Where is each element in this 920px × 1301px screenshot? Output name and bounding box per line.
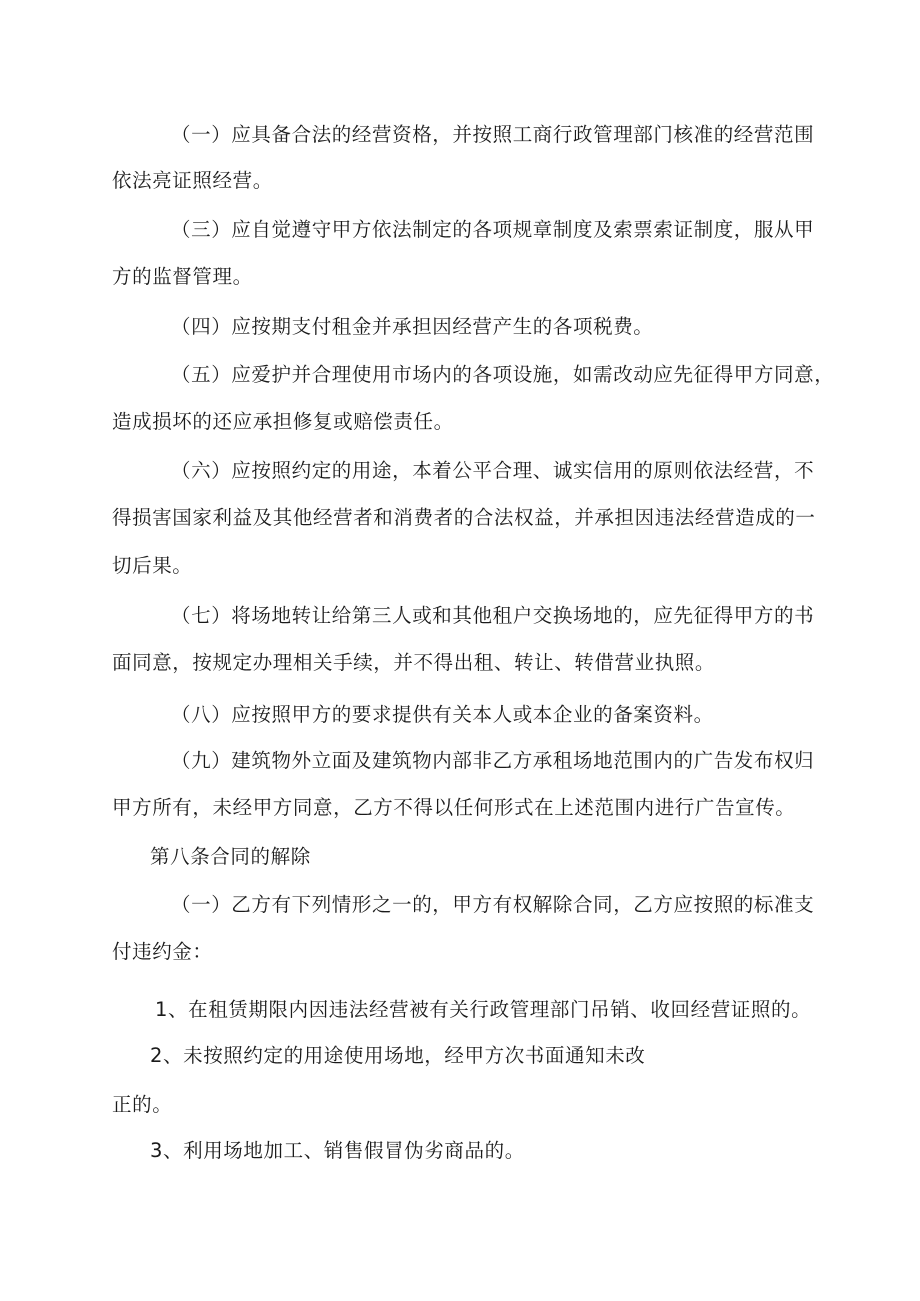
clause-item-5-line-2: 造成损坏的还应承担修复或赔偿责任。: [112, 410, 454, 433]
termination-item-1-line-1: （一）乙方有下列情形之一的，甲方有权解除合同，乙方应按照的标准支: [171, 893, 815, 916]
clause-item-9-line-2: 甲方所有，未经甲方同意，乙方不得以任何形式在上述范围内进行广告宣传。: [112, 796, 796, 819]
numbered-item-1: 1、在租赁期限内因违法经营被有关行政管理部门吊销、收回经营证照的。: [155, 998, 812, 1021]
numbered-item-2-line-1: 2、未按照约定的用途使用场地，经甲方次书面通知未改: [150, 1044, 646, 1067]
clause-item-6-line-1: （六）应按照约定的用途，本着公平合理、诚实信用的原则依法经营，不: [171, 459, 815, 482]
clause-item-4-line-1: （四）应按期支付租金并承担因经营产生的各项税费。: [171, 315, 654, 338]
clause-item-1-line-1: （一）应具备合法的经营资格，并按照工商行政管理部门核准的经营范围: [171, 123, 815, 146]
clause-item-5-line-1: （五）应爱护并合理使用市场内的各项设施，如需改动应先征得甲方同意，: [171, 363, 835, 386]
clause-item-7-line-1: （七）将场地转让给第三人或和其他租户交换场地的，应先征得甲方的书: [171, 604, 815, 627]
clause-item-9-line-1: （九）建筑物外立面及建筑物内部非乙方承租场地范围内的广告发布权归: [171, 749, 815, 772]
clause-item-1-line-2: 依法亮证照经营。: [112, 169, 273, 192]
numbered-item-2-line-2: 正的。: [112, 1093, 173, 1116]
clause-item-6-line-2: 得损害国家利益及其他经营者和消费者的合法权益，并承担因违法经营造成的一: [112, 506, 816, 529]
clause-item-8-line-1: （八）应按照甲方的要求提供有关本人或本企业的备案资料。: [171, 703, 714, 726]
clause-item-3-line-2: 方的监督管理。: [112, 265, 253, 288]
clause-item-7-line-2: 面同意，按规定办理相关手续，并不得出租、转让、转借营业执照。: [112, 651, 716, 674]
termination-item-1-line-2: 付违约金：: [112, 940, 213, 963]
clause-item-3-line-1: （三）应自觉遵守甲方依法制定的各项规章制度及索票索证制度，服从甲: [171, 218, 815, 241]
numbered-item-3: 3、利用场地加工、销售假冒伪劣商品的。: [150, 1139, 525, 1162]
article-heading: 第八条合同的解除: [150, 845, 311, 868]
clause-item-6-line-3: 切后果。: [112, 554, 193, 577]
